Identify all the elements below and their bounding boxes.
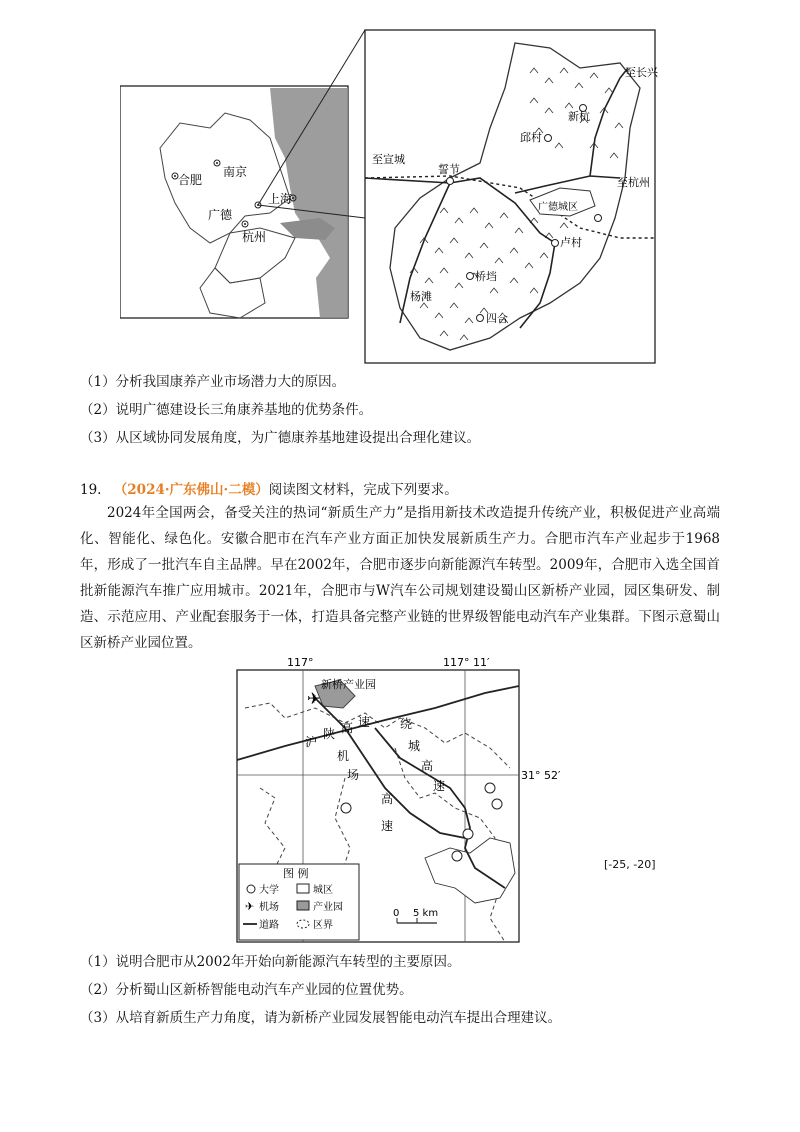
road-label-airport-2: 场	[347, 768, 360, 782]
detail-label-xinhang: 新杭	[568, 110, 590, 123]
detail-label-shijie: 誓节	[438, 163, 460, 176]
road-label-hushan-2: 陕	[323, 727, 336, 741]
road-label-airport-4: 速	[381, 819, 394, 833]
inset-label-nanjing: 南京	[223, 165, 248, 179]
road-label-hushan-1: 沪	[305, 735, 318, 749]
q18-item-3: （3）从区域协同发展角度，为广德康养基地建设提出合理化建议。	[80, 430, 481, 446]
legend-urban: 城区	[313, 885, 333, 896]
q19-source: （2024·广东佛山·二模）	[113, 482, 269, 498]
road-label-ring-3: 高	[421, 759, 434, 773]
legend-title: 图 例	[283, 867, 309, 880]
road-label-ring-4: 速	[433, 779, 446, 793]
inset-label-hefei: 合肥	[178, 173, 203, 187]
road-label-ring-1: 绕	[400, 717, 413, 731]
map2-park-label: 新桥产业园	[321, 678, 376, 691]
map2-lon2: 117° 11′	[443, 656, 490, 669]
q19-header	[80, 478, 458, 498]
road-label-airport-3: 高	[381, 792, 394, 806]
detail-label-changxing: 至长兴	[625, 66, 658, 79]
road-label-ring-2: 城	[408, 739, 421, 753]
airport-icon: ✈	[307, 689, 321, 708]
q18-item-2: （2）说明广德建设长三角康养基地的优势条件。	[80, 402, 373, 418]
q19-item-3: （3）从培育新质生产力角度，请为新桥产业园发展智能电动汽车提出合理建议。	[80, 1010, 562, 1026]
inset-label-shanghai: 上海	[268, 192, 293, 206]
detail-label-qiaodang: 桥垱	[475, 270, 497, 283]
scale-zero: 0	[393, 908, 400, 919]
detail-label-xuancheng: 至宣城	[372, 153, 405, 166]
legend-airport-icon: ✈	[245, 900, 255, 913]
legend-airport: 机场	[259, 902, 279, 913]
side-note: [-25, -20]	[604, 858, 656, 871]
detail-label-urban: 广德城区	[538, 202, 578, 213]
map2-lon1: 117°	[287, 656, 314, 669]
road-label-hushan-3: 高	[341, 721, 354, 735]
q19-item-1: （1）说明合肥市从2002年开始向新能源汽车转型的主要原因。	[80, 954, 461, 970]
detail-label-lucun: 卢村	[560, 236, 582, 249]
road-label-hushan-4: 速	[358, 715, 371, 729]
q18-item-1: （1）分析我国康养产业市场潜力大的原因。	[80, 374, 346, 390]
legend-park: 产业园	[313, 902, 343, 913]
road-label-airport-1: 机	[337, 749, 350, 763]
map-xinqiao	[225, 648, 575, 948]
q19-instruction: 阅读图文材料，完成下列要求。	[268, 482, 458, 498]
map2-lat: 31° 52′	[521, 769, 561, 782]
legend-district: 区界	[313, 920, 333, 931]
legend-road: 道路	[259, 920, 279, 931]
inset-label-hangzhou: 杭州	[242, 230, 267, 244]
q19-paragraph: 2024年全国两会，备受关注的热词“新质生产力”是指用新技术改造提升传统产业，积极促进产业高端化、智能化、绿色化。安徽合肥市在汽车产业方面正加快发展新质生产力。合肥市汽车产业起步于1968年，形成了一批汽车自主品牌。早在2002年，合肥市逐步向新能源汽车转型。2009年，合肥市入选全国首批新能源汽车推广应用城市。2021年，合肥市与W汽车公司规划建设蜀山区新桥产业园，园区集研发、制造、示范应用、产业配套服务于一体，打造具备完整产业链的世界级智能电动汽车产业集群。下图示意蜀山区新桥产业园位置。	[80, 505, 720, 651]
detail-label-sihe: 四合	[486, 312, 508, 325]
detail-label-hangzhou: 至杭州	[617, 176, 650, 189]
legend-university: 大学	[259, 885, 279, 896]
map-guangde	[120, 28, 660, 368]
q19-number: 19.	[80, 482, 102, 498]
detail-label-yangtan: 杨滩	[410, 290, 432, 303]
q19-item-2: （2）分析蜀山区新桥智能电动汽车产业园的位置优势。	[80, 982, 413, 998]
scale-label: 5 km	[413, 908, 439, 919]
detail-label-qiucun: 邱村	[520, 131, 542, 144]
detail-map-frame	[365, 30, 655, 363]
inset-label-guangde: 广德	[208, 208, 233, 222]
